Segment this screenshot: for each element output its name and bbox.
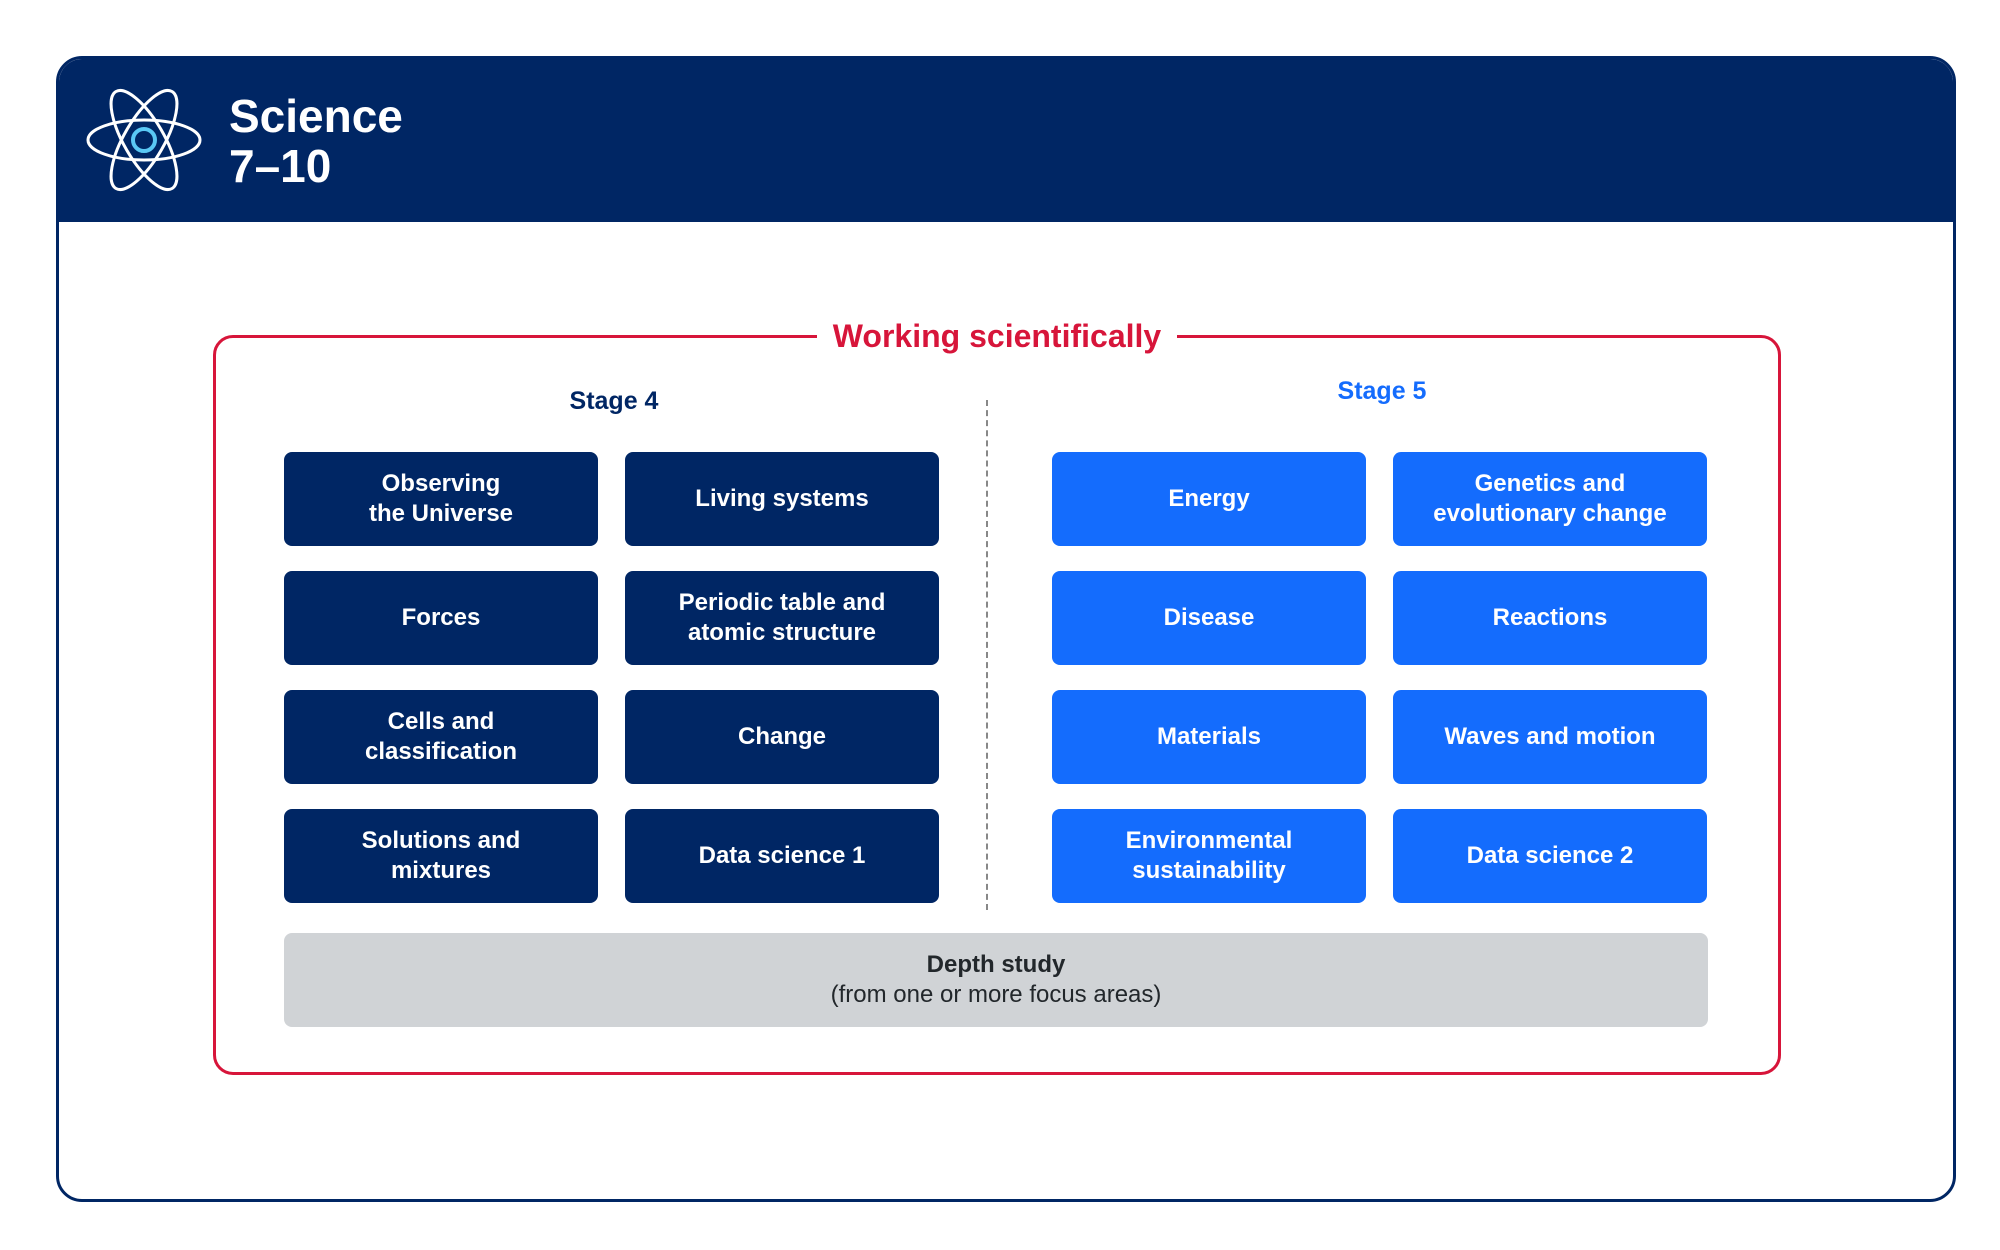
focus-area-genetics[interactable]: Genetics and evolutionary change — [1393, 452, 1707, 546]
focus-area-waves-and-motion[interactable]: Waves and motion — [1393, 690, 1707, 784]
stage-5-label: Stage 5 — [1337, 377, 1427, 405]
focus-area-data-science-2[interactable]: Data science 2 — [1393, 809, 1707, 903]
focus-area-cells-and-classification[interactable]: Cells and classification — [284, 690, 598, 784]
focus-area-periodic-table[interactable]: Periodic table and atomic structure — [625, 571, 939, 665]
atom-icon — [85, 85, 203, 195]
stage-divider — [986, 400, 988, 910]
focus-area-disease[interactable]: Disease — [1052, 571, 1366, 665]
focus-area-reactions[interactable]: Reactions — [1393, 571, 1707, 665]
focus-area-materials[interactable]: Materials — [1052, 690, 1366, 784]
title-line-1: Science — [229, 90, 403, 142]
science-card — [56, 56, 1956, 1202]
depth-study-title: Depth study — [926, 951, 1066, 978]
focus-area-energy[interactable]: Energy — [1052, 452, 1366, 546]
working-scientifically-title-wrap — [216, 314, 1778, 358]
stage-5-grid — [1052, 452, 1707, 903]
stage-4-grid — [284, 452, 939, 903]
depth-study-subtitle: (from one or more focus areas) — [830, 981, 1162, 1008]
working-scientifically-frame — [213, 318, 1781, 1075]
stage-4-label: Stage 4 — [569, 387, 659, 415]
page-title — [229, 91, 403, 191]
depth-study-bar[interactable] — [284, 933, 1708, 1027]
header-bar — [59, 59, 1953, 222]
focus-area-forces[interactable]: Forces — [284, 571, 598, 665]
working-scientifically-label: Working scientifically — [817, 314, 1177, 358]
focus-area-environmental-sustainability[interactable]: Environmental sustainability — [1052, 809, 1366, 903]
focus-area-solutions-and-mixtures[interactable]: Solutions and mixtures — [284, 809, 598, 903]
focus-area-change[interactable]: Change — [625, 690, 939, 784]
focus-area-observing-the-universe[interactable]: Observing the Universe — [284, 452, 598, 546]
focus-area-living-systems[interactable]: Living systems — [625, 452, 939, 546]
title-line-2: 7–10 — [229, 140, 332, 192]
focus-area-data-science-1[interactable]: Data science 1 — [625, 809, 939, 903]
